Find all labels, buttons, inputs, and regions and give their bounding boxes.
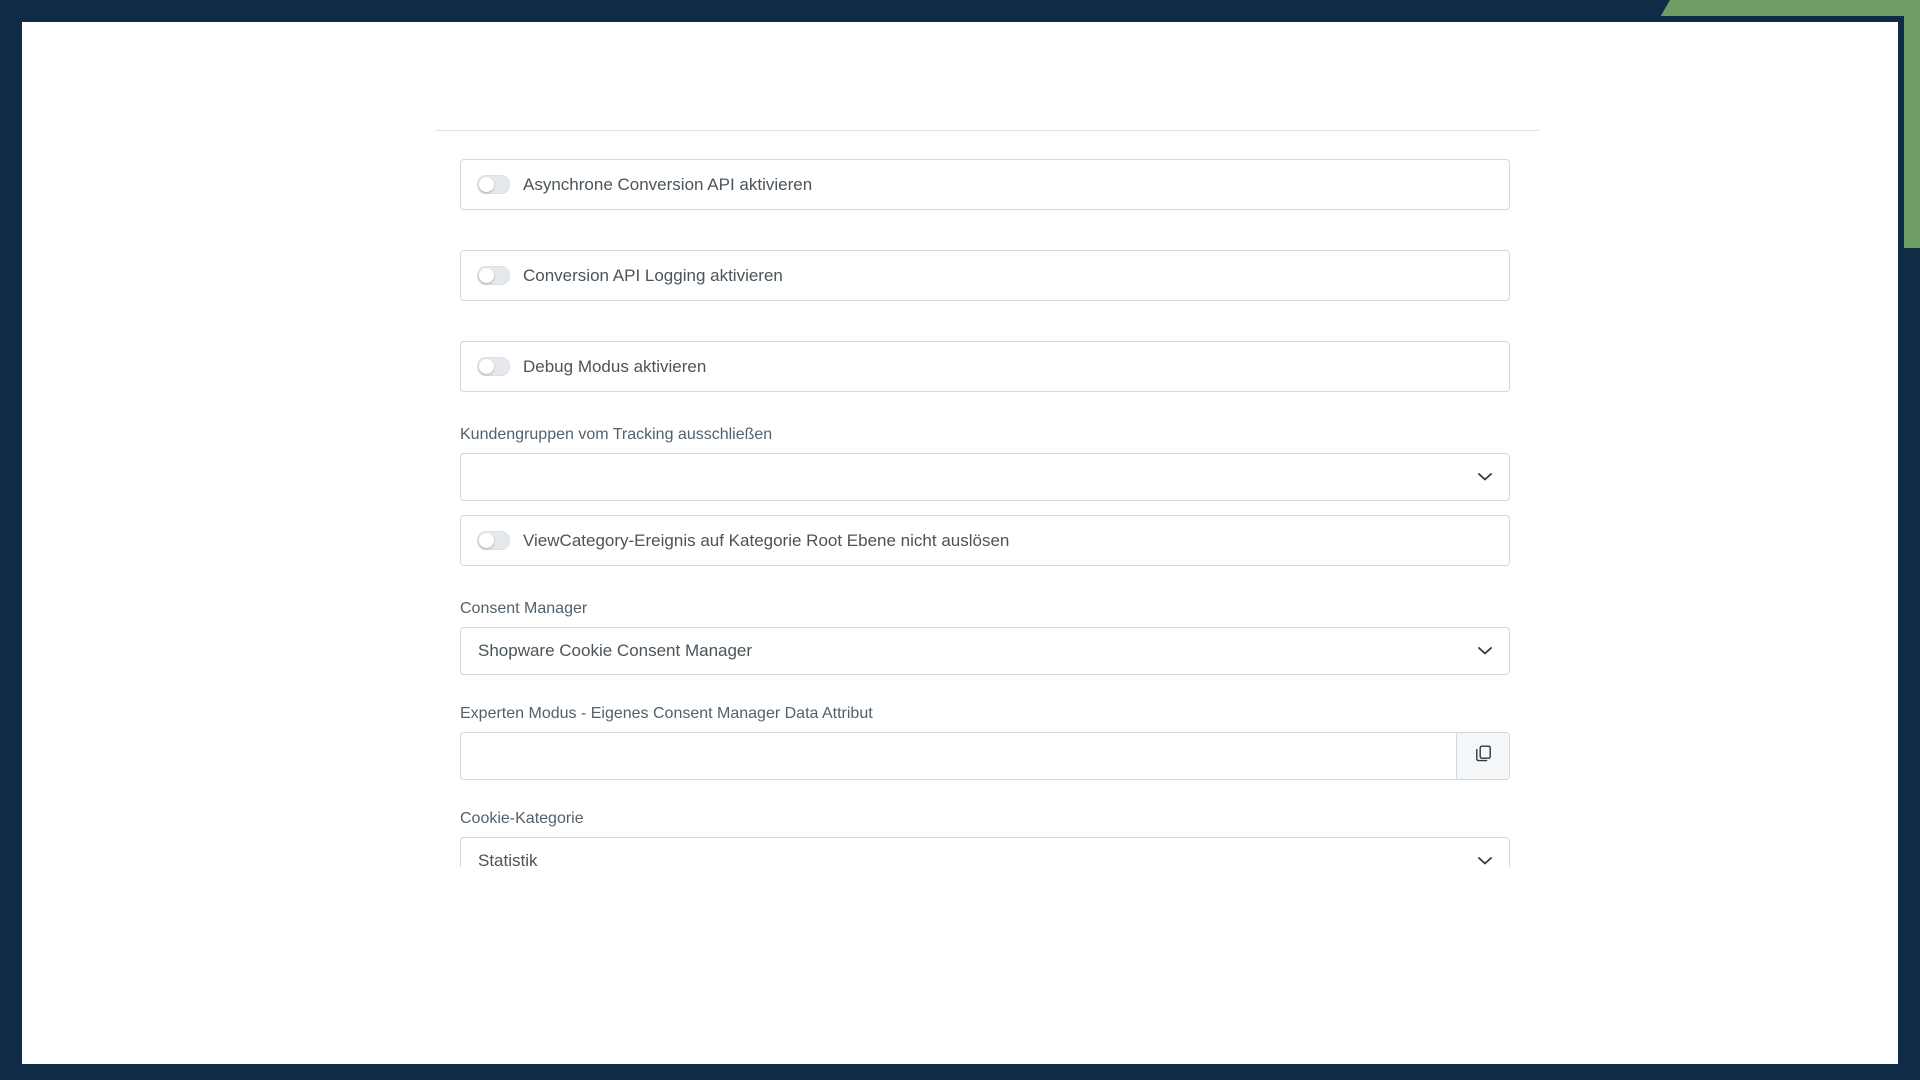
field-consent-manager: [460, 600, 1510, 675]
switch-row-async-conversion-api[interactable]: [460, 159, 1510, 210]
settings-form: [460, 131, 1510, 867]
toggle-knob: [479, 268, 494, 283]
field-expert-consent-attribute: [460, 705, 1510, 780]
decorative-corner-notch: [1900, 248, 1920, 282]
cookie-category-clip: [460, 837, 1510, 867]
select-cookie-category-value: Statistik: [478, 851, 538, 867]
settings-page: [22, 22, 1898, 1064]
toggle-knob: [479, 533, 494, 548]
field-cookie-category: [460, 810, 1510, 867]
switch-row-view-category[interactable]: [460, 515, 1510, 566]
toggle-view-category[interactable]: [477, 531, 510, 550]
field-customer-groups: [460, 426, 1510, 501]
switch-label-async-conversion-api: Asynchrone Conversion API aktivieren: [523, 175, 813, 194]
toggle-knob: [479, 177, 494, 192]
select-cookie-category[interactable]: [460, 837, 1510, 867]
chevron-down-icon[interactable]: [1478, 473, 1492, 482]
switch-label-view-category: ViewCategory-Ereignis auf Kategorie Root Ebene nicht auslösen: [523, 531, 1010, 550]
label-expert-consent-attribute: Experten Modus - Eigenes Consent Manager Data Attribut: [460, 705, 873, 722]
label-customer-groups: Kundengruppen vom Tracking ausschließen: [460, 426, 773, 443]
decorative-green-tab: [1904, 0, 1920, 270]
select-consent-manager[interactable]: [460, 627, 1510, 675]
label-consent-manager: Consent Manager: [460, 600, 588, 617]
switch-row-conversion-api-logging[interactable]: [460, 250, 1510, 301]
select-customer-groups[interactable]: [460, 453, 1510, 501]
select-consent-manager-value: Shopware Cookie Consent Manager: [478, 641, 753, 660]
input-group-expert-consent-attribute: [460, 732, 1510, 780]
input-expert-consent-attribute[interactable]: [461, 733, 1456, 779]
copy-icon: [1474, 744, 1493, 768]
chevron-down-icon[interactable]: [1478, 857, 1492, 866]
switch-label-conversion-api-logging: Conversion API Logging aktivieren: [523, 266, 783, 285]
switch-row-debug-mode[interactable]: [460, 341, 1510, 392]
toggle-async-conversion-api[interactable]: [477, 175, 510, 194]
toggle-debug-mode[interactable]: [477, 357, 510, 376]
label-cookie-category: Cookie-Kategorie: [460, 810, 584, 827]
toggle-knob: [479, 359, 494, 374]
switch-label-debug-mode: Debug Modus aktivieren: [523, 357, 707, 376]
toggle-conversion-api-logging[interactable]: [477, 266, 510, 285]
content-column: [435, 22, 1539, 897]
decorative-green-bar: [1660, 0, 1920, 16]
copy-button[interactable]: [1456, 733, 1509, 779]
chevron-down-icon[interactable]: [1478, 647, 1492, 656]
